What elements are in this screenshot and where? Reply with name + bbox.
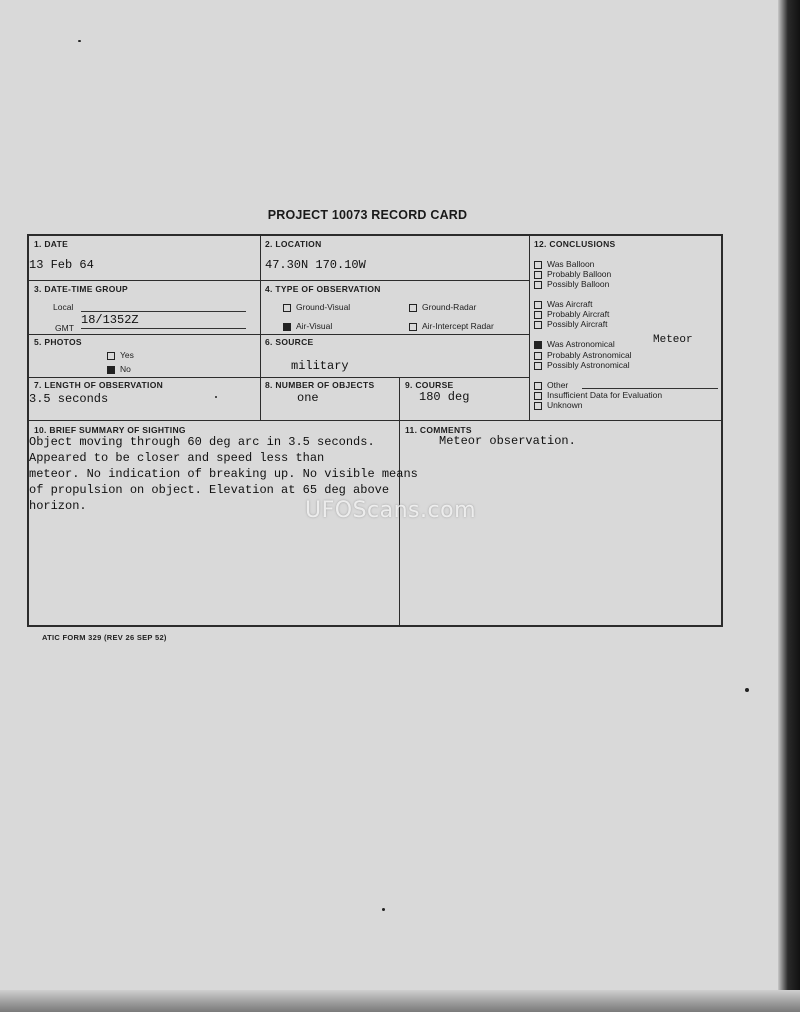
conclusion-item: Insufficient Data for Evaluation (534, 390, 662, 400)
air-visual-option: Air-Visual (283, 321, 332, 331)
dust-speck (78, 40, 81, 42)
conclusion-item: Was Aircraft (534, 299, 593, 309)
photos-no-option: No (107, 364, 131, 374)
scan-edge-bottom (0, 990, 800, 1012)
local-label: Local (53, 302, 74, 312)
checkbox-icon (534, 382, 542, 390)
card-title: PROJECT 10073 RECORD CARD (267, 208, 468, 222)
checkbox-icon (534, 281, 542, 289)
checkbox-icon (534, 321, 542, 329)
checkbox-icon (534, 352, 542, 360)
source-label: 6. SOURCE (265, 337, 314, 347)
ground-radar-option: Ground-Radar (409, 302, 476, 312)
air-intercept-radar-option: Air-Intercept Radar (409, 321, 494, 331)
checkbox-checked-icon (107, 366, 115, 374)
gmt-value: 18/1352Z (81, 313, 139, 327)
checkbox-checked-icon (534, 341, 542, 349)
course-value: 180 deg (419, 390, 470, 404)
conclusion-item-checked: Was Astronomical (534, 339, 615, 349)
conclusion-item: Was Balloon (534, 259, 594, 269)
number-of-objects-label: 8. NUMBER OF OBJECTS (265, 380, 375, 390)
date-value: 13 Feb 64 (29, 258, 94, 272)
date-time-group-label: 3. DATE-TIME GROUP (34, 284, 129, 294)
meteor-annotation: Meteor (653, 334, 693, 346)
conclusions-label: 12. CONCLUSIONS (534, 239, 616, 249)
checkbox-icon (534, 301, 542, 309)
checkbox-icon (534, 402, 542, 410)
length-value: 3.5 seconds (29, 392, 109, 406)
checkbox-icon (534, 311, 542, 319)
watermark: UFOScans.com (305, 498, 476, 523)
course-label: 9. COURSE (405, 380, 454, 390)
checkbox-icon (534, 362, 542, 370)
checkbox-icon (534, 261, 542, 269)
ground-visual-option: Ground-Visual (283, 302, 350, 312)
photos-yes-option: Yes (107, 350, 134, 360)
type-of-observation-label: 4. TYPE OF OBSERVATION (265, 284, 381, 294)
location-label: 2. LOCATION (265, 239, 322, 249)
checkbox-icon (283, 304, 291, 312)
conclusion-item: Possibly Astronomical (534, 360, 630, 370)
summary-label: 10. BRIEF SUMMARY OF SIGHTING (34, 425, 186, 435)
comments-label: 11. COMMENTS (405, 425, 472, 435)
conclusion-item: Other (534, 380, 568, 390)
conclusion-item: Probably Aircraft (534, 309, 609, 319)
objects-value: one (297, 391, 319, 405)
comments-value: Meteor observation. (439, 434, 576, 448)
date-label: 1. DATE (34, 239, 69, 249)
checkbox-icon (534, 271, 542, 279)
record-card (27, 234, 723, 627)
dust-speck (382, 908, 385, 911)
length-of-observation-label: 7. LENGTH OF OBSERVATION (34, 380, 164, 390)
dust-speck (745, 688, 749, 692)
conclusion-item: Probably Balloon (534, 269, 611, 279)
scan-edge-right (778, 0, 800, 1012)
conclusion-item: Probably Astronomical (534, 350, 632, 360)
form-footer: ATIC FORM 329 (REV 26 SEP 52) (42, 633, 167, 642)
conclusion-item: Unknown (534, 400, 582, 410)
location-value: 47.30N 170.10W (265, 258, 366, 272)
conclusion-item: Possibly Balloon (534, 279, 609, 289)
checkbox-icon (409, 323, 417, 331)
checkbox-checked-icon (283, 323, 291, 331)
summary-text: Object moving through 60 deg arc in 3.5 seconds. Appeared to be closer and speed less than meteor. No indication of breaking up. No visible means of propulsion on object. Elevation at 65 deg above horizon. (29, 435, 418, 513)
checkbox-icon (409, 304, 417, 312)
photos-label: 5. PHOTOS (34, 337, 82, 347)
gmt-label: GMT (55, 323, 74, 333)
checkbox-icon (107, 352, 115, 360)
source-value: military (291, 359, 349, 373)
conclusion-item: Possibly Aircraft (534, 319, 607, 329)
checkbox-icon (534, 392, 542, 400)
